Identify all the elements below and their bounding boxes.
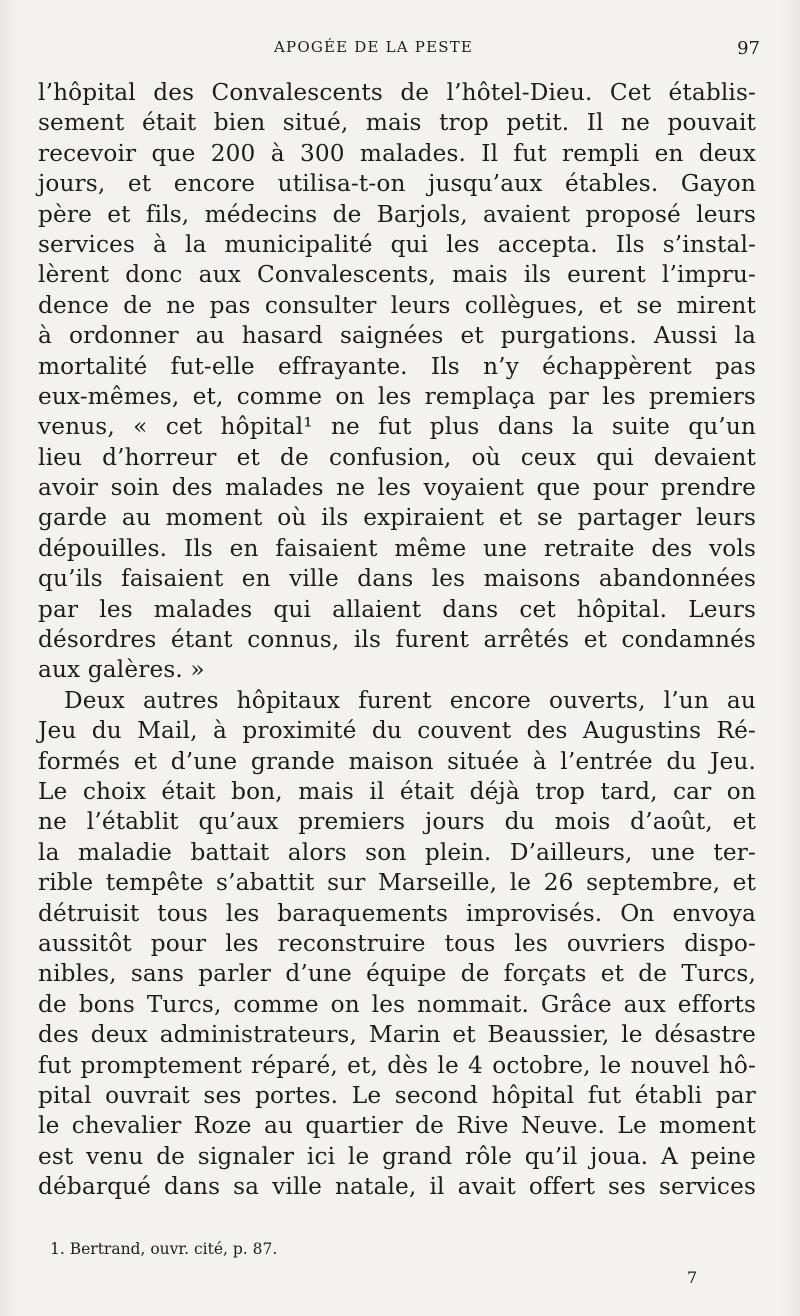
text-line: lieu d’horreur et de confusion, où ceux qui devaient [38, 443, 756, 471]
text-line: à ordonner au hasard saignées et purgations. Aussi la [38, 322, 756, 350]
text-line: ne l’établit qu’aux premiers jours du mois d’août, et [38, 808, 756, 836]
text-line: garde au moment où ils expiraient et se partager leurs [38, 504, 756, 532]
text-line: de bons Turcs, comme on les nommait. Grâce aux efforts [38, 990, 756, 1018]
text-line: l’hôpital des Convalescents de l’hôtel-Dieu. Cet établis- [38, 79, 756, 106]
text-line: aussitôt pour les reconstruire tous les ouvriers dispo- [38, 929, 756, 957]
text-line: la maladie battait alors son plein. D’ailleurs, une ter- [38, 838, 756, 866]
signature-mark: 7 [687, 1268, 698, 1287]
text-line: par les malades qui allaient dans cet hôpital. Leurs [38, 595, 756, 623]
text-line: pital ouvrait ses portes. Le second hôpital fut établi par [38, 1081, 756, 1109]
text-line: Deux autres hôpitaux furent encore ouverts, l’un au [64, 686, 756, 714]
text-line: fut promptement réparé, et, dès le 4 octobre, le nouvel hô- [38, 1051, 756, 1079]
text-line: des deux administrateurs, Marin et Beaussier, le désastre [38, 1021, 756, 1049]
text-line: venus, « cet hôpital¹ ne fut plus dans la suite qu’un [38, 413, 756, 441]
footnote: 1. Bertrand, ouvr. cité, p. 87. [50, 1240, 278, 1258]
text-line: père et fils, médecins de Barjols, avaient proposé leurs [38, 200, 756, 228]
text-line: eux-mêmes, et, comme on les remplaça par les premiers [38, 382, 756, 410]
text-line: aux galères. » [38, 656, 205, 684]
text-line: mortalité fut-elle effrayante. Ils n’y échappèrent pas [38, 352, 756, 380]
text-line: Jeu du Mail, à proximité du couvent des Augustins Ré- [38, 717, 756, 745]
text-line: Le choix était bon, mais il était déjà trop tard, car on [38, 777, 756, 805]
text-line: rible tempête s’abattit sur Marseille, le 26 septembre, et [38, 869, 756, 897]
text-line: avoir soin des malades ne les voyaient que pour prendre [38, 474, 756, 502]
text-line: lèrent donc aux Convalescents, mais ils eurent l’impru- [38, 261, 756, 289]
text-line: dence de ne pas consulter leurs collègues, et se mirent [38, 291, 756, 319]
text-line: recevoir que 200 à 300 malades. Il fut rempli en deux [38, 139, 756, 167]
text-line: désordres étant connus, ils furent arrêtés et condamnés [38, 626, 756, 654]
text-line: est venu de signaler ici le grand rôle qu’il joua. A peine [38, 1142, 756, 1170]
text-line: le chevalier Roze au quartier de Rive Neuve. Le moment [38, 1112, 756, 1140]
running-title: APOGÉE DE LA PESTE [274, 38, 474, 56]
text-line: sement était bien situé, mais trop petit. Il ne pouvait [38, 109, 756, 137]
text-line: débarqué dans sa ville natale, il avait offert ses services [38, 1173, 756, 1201]
text-line: nibles, sans parler d’une équipe de forçats et de Turcs, [38, 960, 756, 988]
text-line: jours, et encore utilisa-t-on jusqu’aux étables. Gayon [38, 170, 756, 198]
text-line: services à la municipalité qui les accepta. Ils s’instal- [38, 230, 756, 258]
text-line: détruisit tous les baraquements improvisés. On envoya [38, 899, 756, 927]
body-text [38, 78, 756, 1202]
paragraph [38, 686, 756, 1203]
paragraph [38, 78, 756, 686]
text-line: formés et d’une grande maison située à l’entrée du Jeu. [38, 747, 756, 775]
text-line: qu’ils faisaient en ville dans les maisons abandonnées [38, 565, 756, 593]
page-number: 97 [737, 38, 760, 59]
text-line: dépouilles. Ils en faisaient même une retraite des vols [38, 534, 756, 562]
